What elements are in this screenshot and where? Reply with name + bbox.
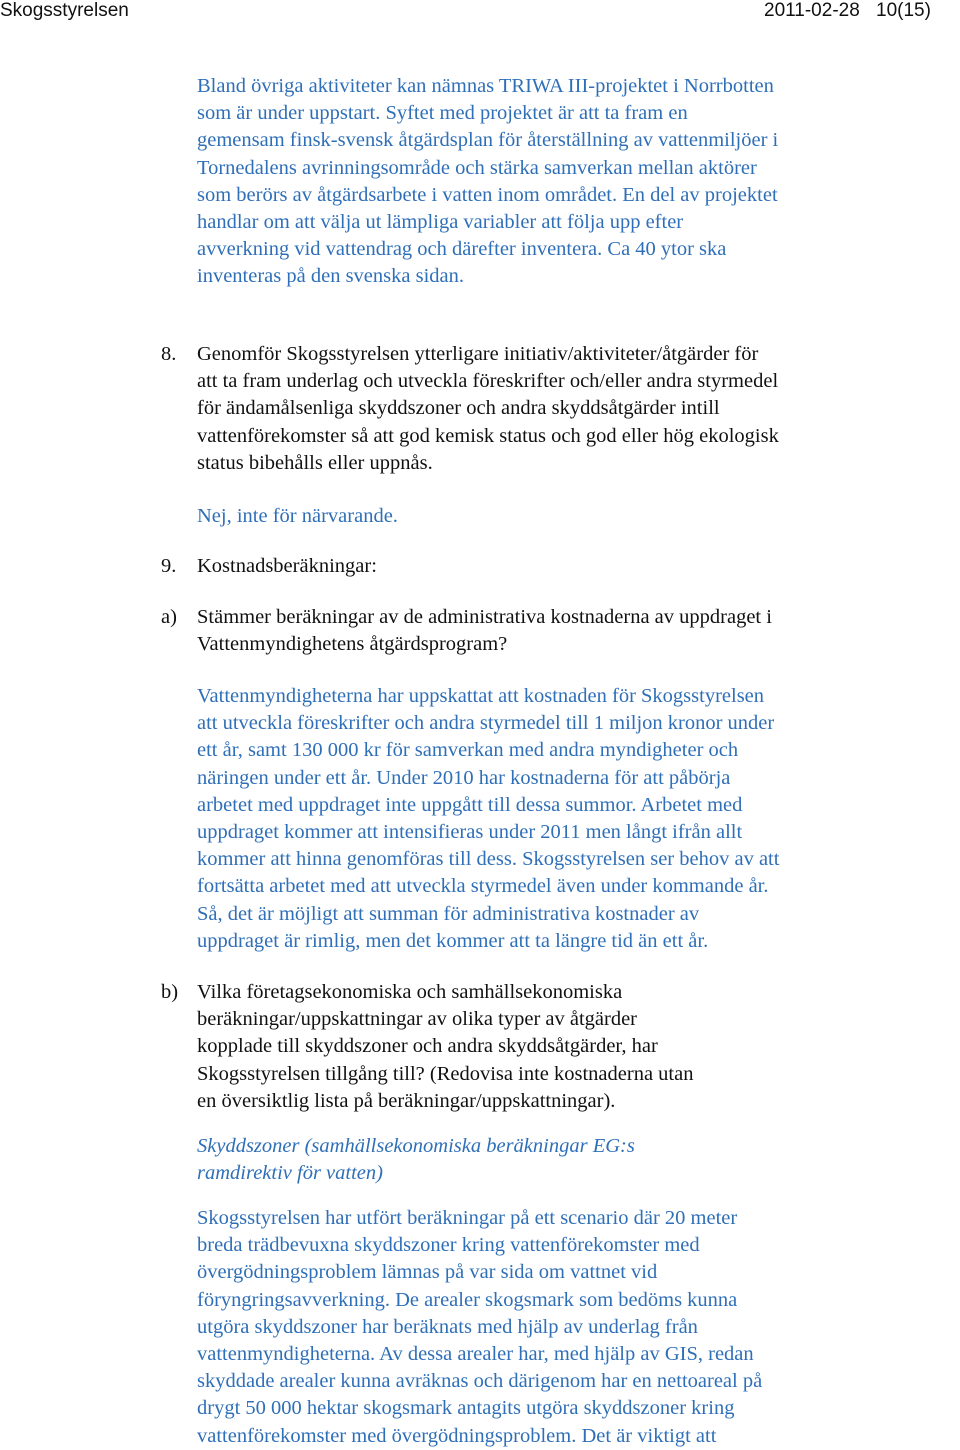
question-title: Kostnadsberäkningar: [197, 555, 377, 577]
header-org: Skogsstyrelsen [0, 0, 129, 21]
answer-line: kommer att hinna genomföras till dess. Skogsstyrelsen ser behov av att [197, 848, 780, 871]
question-line: beräkningar/uppskattningar av olika typer av åtgärder [197, 1008, 638, 1031]
paragraph-line: som berörs av åtgärdsarbete i vatten inom området. En del av projektet [197, 183, 778, 206]
question-line: Stämmer beräkningar av de administrativa kostnaderna av uppdraget i [197, 606, 772, 628]
header-page-number: 10(15) [876, 0, 931, 21]
answer-line: vattenmyndigheterna. Av dessa arealer har, med hjälp av GIS, redan [197, 1343, 754, 1366]
paragraph-line: avverkning vid vattendrag och därefter inventera. Ca 40 ytor ska [197, 238, 727, 261]
subquestion-b-subheading [197, 1133, 897, 1187]
answer-line: drygt 50 000 hektar skogsmark antagits utgöra skyddszoner kring [197, 1397, 735, 1420]
answer-line: ett år, samt 130 000 kr för samverkan med andra myndigheter och [197, 739, 739, 762]
subquestion-a-answer [197, 683, 897, 955]
subquestion-a-text [197, 604, 897, 658]
answer-line: arbetet med uppdraget inte uppgått till dessa summor. Arbetet med [197, 793, 743, 816]
question-line: kopplade till skyddszoner och andra skyddsåtgärder, har [197, 1035, 658, 1058]
answer-line: Så, det är möjligt att summan för administrativa kostnader av [197, 902, 700, 925]
paragraph-line: Tornedalens avrinningsområde och stärka samverkan mellan aktörer [197, 156, 757, 179]
question-line: vattenförekomster så att god kemisk status och god eller hög ekologisk [197, 424, 779, 447]
question-line: att ta fram underlag och utveckla föreskrifter och/eller andra styrmedel [197, 370, 779, 393]
question-line: Vattenmyndighetens åtgärdsprogram? [197, 633, 508, 656]
answer-line: att utveckla föreskrifter och andra styrmedel till 1 miljon kronor under [197, 712, 775, 735]
paragraph-line: som är under uppstart. Syftet med projektet är att ta fram en [197, 102, 688, 125]
subquestion-b-answer [197, 1205, 897, 1450]
header-date: 2011-02-28 [764, 0, 860, 21]
question-line: Vilka företagsekonomiska och samhällsekonomiska [197, 981, 623, 1003]
answer-line: övergödningsproblem lämnas på var sida om vattnet vid [197, 1261, 658, 1284]
answer-line: Skogsstyrelsen har utfört beräkningar på ett scenario där 20 meter [197, 1207, 738, 1229]
answer-line: vattenförekomster med övergödningsproblem. Det är viktigt att [197, 1424, 717, 1447]
question-8-text [197, 341, 897, 477]
question-line: en översiktlig lista på beräkningar/uppskattningar). [197, 1089, 616, 1112]
answer-line: näringen under ett år. Under 2010 har kostnaderna för att påbörja [197, 766, 731, 789]
answer-line: uppdraget är rimlig, men det kommer att ta längre tid än ett år. [197, 929, 709, 952]
question-9-title [197, 553, 897, 580]
answer-line: uppdraget kommer att intensifieras under 2011 men långt ifrån allt [197, 821, 743, 844]
paragraph-line: gemensam finsk-svensk åtgärdsplan för återställning av vattenmiljöer i [197, 129, 779, 152]
question-9-number: 9. [161, 555, 177, 577]
answer-line: fortsätta arbetet med att utveckla styrmedel även under kommande år. [197, 875, 769, 898]
subheading-line: ramdirektiv för vatten) [197, 1162, 383, 1185]
question-8-answer [197, 503, 897, 530]
answer-line: skyddade arealer kunna avräknas och därigenom har en nettoareal på [197, 1370, 763, 1393]
paragraph-line: handlar om att välja ut lämpliga variabler att följa upp efter [197, 211, 684, 234]
paragraph-line: Bland övriga aktiviteter kan nämnas TRIWA III-projektet i Norrbotten [197, 75, 774, 97]
triwa-paragraph [197, 73, 897, 291]
paragraph-line: inventeras på den svenska sidan. [197, 265, 464, 288]
question-line: Genomför Skogsstyrelsen ytterligare initiativ/aktiviteter/åtgärder för [197, 343, 759, 365]
subquestion-b-marker: b) [161, 981, 179, 1003]
answer-line: Nej, inte för närvarande. [197, 505, 398, 527]
question-line: för ändamålsenliga skyddszoner och andra skyddsåtgärder intill [197, 397, 720, 420]
answer-line: föryngringsavverkning. De arealer skogsmark som bedöms kunna [197, 1288, 738, 1311]
question-8-number: 8. [161, 343, 177, 365]
answer-line: breda trädbevuxna skyddszoner kring vattenförekomster med [197, 1234, 700, 1257]
question-line: status bibehålls eller uppnås. [197, 451, 433, 474]
question-line: Skogsstyrelsen tillgång till? (Redovisa inte kostnaderna utan [197, 1062, 694, 1085]
subheading-line: Skyddszoner (samhällsekonomiska beräkningar EG:s [197, 1135, 635, 1157]
subquestion-b-text [197, 979, 897, 1115]
subquestion-a-marker: a) [161, 606, 177, 628]
answer-line: Vattenmyndigheterna har uppskattat att kostnaden för Skogsstyrelsen [197, 685, 765, 707]
answer-line: utgöra skyddszoner har beräknats med hjälp av underlag från [197, 1315, 698, 1338]
